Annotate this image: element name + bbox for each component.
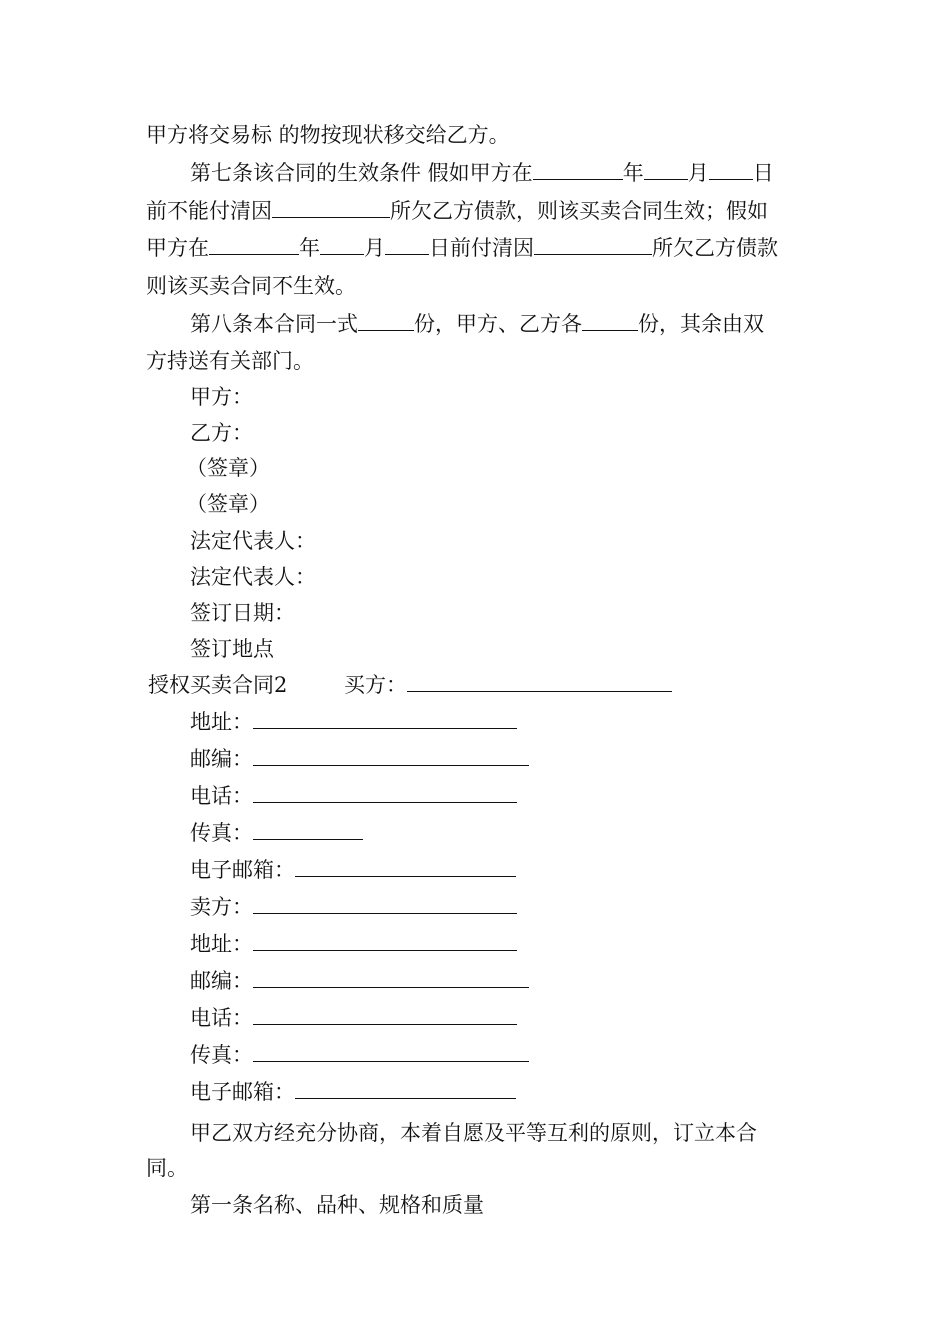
buyer-phone-blank — [253, 782, 517, 803]
signing-date-label: 签订日期： — [190, 601, 295, 625]
article-7-text-a: 第七条该合同的生效条件 假如甲方在 — [190, 161, 533, 185]
article-7-line-4: 则该买卖合同不生效。 — [146, 274, 356, 298]
legal-rep-label-1: 法定代表人： — [190, 529, 316, 553]
seller-line — [190, 892, 517, 922]
year-label: 年 — [622, 161, 644, 185]
month-label-2: 月 — [364, 236, 385, 260]
article-7-line-2 — [146, 196, 768, 226]
buyer-blank — [407, 671, 672, 692]
month-blank — [644, 159, 688, 180]
article-7-line-1 — [190, 158, 774, 188]
seller-fax-blank — [253, 1041, 529, 1062]
copies-blank — [358, 310, 414, 331]
seller-email-label: 电子邮箱： — [190, 1080, 295, 1104]
signing-place-label: 签订地点 — [190, 637, 274, 661]
seller-phone-line — [190, 1003, 517, 1033]
intro-line-2: 同。 — [146, 1156, 188, 1180]
buyer-fax-blank — [253, 819, 363, 840]
seal-label-2: （签章） — [186, 492, 270, 516]
reason-blank — [272, 197, 390, 218]
year-label-2: 年 — [299, 236, 320, 260]
seller-phone-blank — [253, 1004, 517, 1025]
month-blank-2 — [320, 234, 364, 255]
buyer-email-blank — [295, 856, 516, 877]
seller-fax-label: 传真： — [190, 1043, 253, 1067]
buyer-email-line — [190, 855, 516, 885]
buyer-phone-label: 电话： — [190, 784, 253, 808]
article-7-text-e: 日前付清因 — [429, 236, 534, 260]
month-label: 月 — [687, 161, 709, 185]
party-b-label: 乙方： — [190, 421, 253, 445]
day-label: 日 — [752, 161, 774, 185]
year-blank — [533, 159, 623, 180]
buyer-postcode-label: 邮编： — [190, 747, 253, 771]
reason-blank-2 — [534, 234, 652, 255]
seller-postcode-blank — [253, 967, 529, 988]
article-7-text-d: 甲方在 — [146, 236, 209, 260]
article-8-text-a: 第八条本合同一式 — [190, 312, 358, 336]
buyer-label: 买方： — [344, 673, 407, 697]
article-7-text-c: 所欠乙方债款，则该买卖合同生效；假如 — [390, 199, 768, 223]
seller-address-label: 地址： — [190, 932, 253, 956]
party-a-label: 甲方： — [190, 385, 253, 409]
seal-label-1: （签章） — [186, 456, 270, 480]
buyer-phone-line — [190, 781, 517, 811]
buyer-address-line — [190, 707, 517, 737]
article-8-text-c: 份，其余由双 — [638, 312, 764, 336]
copies-each-blank — [582, 310, 638, 331]
article-7-text-b: 前不能付清因 — [146, 199, 272, 223]
article-8-line-1 — [190, 309, 764, 339]
contract-2-title: 授权买卖合同2 — [148, 673, 288, 697]
seller-email-line — [190, 1077, 516, 1107]
day-blank-2 — [385, 234, 429, 255]
buyer-postcode-blank — [253, 745, 529, 766]
seller-address-line — [190, 929, 517, 959]
buyer-address-blank — [253, 708, 517, 729]
article-8-line-2: 方持送有关部门。 — [146, 349, 314, 373]
intro-line-1: 甲乙双方经充分协商，本着自愿及平等互利的原则，订立本合 — [190, 1121, 757, 1145]
paragraph-transfer: 甲方将交易标 的物按现状移交给乙方。 — [146, 123, 510, 147]
seller-fax-line — [190, 1040, 529, 1070]
seller-phone-label: 电话： — [190, 1006, 253, 1030]
year-blank-2 — [209, 234, 299, 255]
article-7-text-f: 所欠乙方债款 — [652, 236, 778, 260]
buyer-postcode-line — [190, 744, 529, 774]
article-1-title: 第一条名称、品种、规格和质量 — [190, 1193, 484, 1217]
legal-rep-label-2: 法定代表人： — [190, 565, 316, 589]
buyer-email-label: 电子邮箱： — [190, 858, 295, 882]
buyer-fax-label: 传真： — [190, 821, 253, 845]
article-8-text-b: 份，甲方、乙方各 — [414, 312, 582, 336]
buyer-line — [344, 670, 672, 700]
buyer-fax-line — [190, 818, 363, 848]
day-blank — [709, 159, 753, 180]
seller-postcode-label: 邮编： — [190, 969, 253, 993]
buyer-address-label: 地址： — [190, 710, 253, 734]
seller-blank — [253, 893, 517, 914]
seller-email-blank — [295, 1078, 516, 1099]
seller-address-blank — [253, 930, 517, 951]
article-7-line-3 — [146, 233, 778, 263]
seller-postcode-line — [190, 966, 529, 996]
seller-label: 卖方： — [190, 895, 253, 919]
